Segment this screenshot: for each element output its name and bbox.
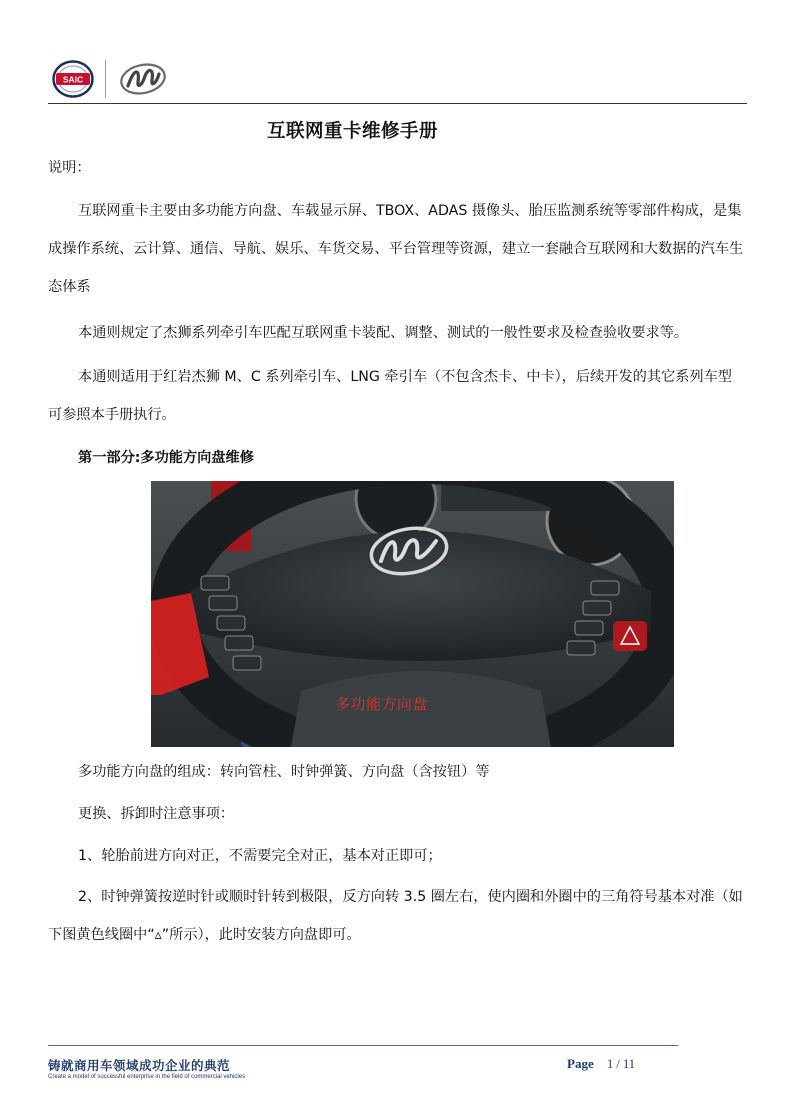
step-1: 1、轮胎前进方向对正，不需要完全对正，基本对正即可；	[78, 848, 442, 864]
page-label: Page	[567, 1056, 594, 1071]
svg-text:SAIC: SAIC	[62, 74, 84, 85]
precautions-heading: 更换、拆卸时注意事项：	[78, 806, 235, 822]
applicability-paragraph: 本通则适用于红岩杰狮 M、C 系列牵引车、LNG 牵引车（不包含杰卡、中卡），后续开发的其它系列车型可参照本手册执行。	[48, 369, 732, 423]
scope-paragraph: 本通则规定了杰狮系列牵引车匹配互联网重卡装配、调整、测试的一般性要求及检查验收要求等。	[78, 325, 689, 341]
page-number: 1 / 11	[607, 1057, 636, 1071]
footer-slogan-english: Create a model of successful enterprise in the field of commercial vehicles	[48, 1074, 246, 1080]
composition-paragraph: 多功能方向盘的组成：转向管柱、时钟弹簧、方向盘（含按钮）等	[78, 764, 490, 780]
hongyan-logo-icon	[118, 60, 168, 98]
logo-divider	[105, 60, 106, 98]
step-2: 2、时钟弹簧按逆时针或顺时针转到极限，反方向转 3.5 圈左右，使内圈和外圈中的三角符号基本对准（如下图黄色线圈中“▵”所示），此时安装方向盘即可。	[48, 889, 743, 943]
section-heading: 第一部分:多功能方向盘维修	[78, 450, 254, 466]
photo-caption: 多功能方向盘	[335, 695, 429, 713]
document-title: 互联网重卡维修手册	[266, 121, 438, 142]
intro-paragraph: 互联网重卡主要由多功能方向盘、车载显示屏、TBOX、ADAS 摄像头、胎压监测系统等零部件构成，是集成操作系统、云计算、通信、导航、娱乐、车货交易、平台管理等资源，建立一套融合互联网和大数据的汽车生态体系	[48, 203, 744, 295]
saic-logo	[52, 60, 94, 98]
header-rule	[48, 103, 747, 104]
footer-slogan: 铸就商用车领域成功企业的典范	[48, 1058, 231, 1073]
steering-wheel-photo	[151, 481, 674, 747]
note-label: 说明：	[48, 160, 91, 176]
footer-rule	[48, 1045, 678, 1046]
